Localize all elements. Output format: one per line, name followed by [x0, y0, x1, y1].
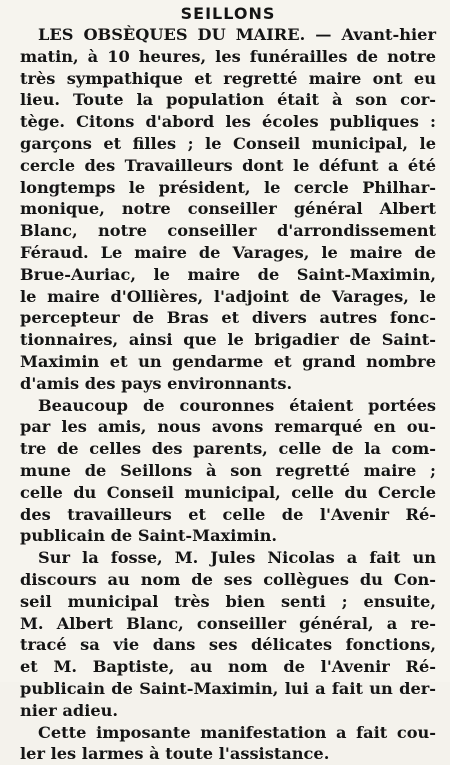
text-line: discours au nom de ses collègues du Con-	[20, 569, 436, 591]
text-line: garçons et filles ; le Conseil municipal, le	[20, 133, 436, 155]
text-line: cercle des Travailleurs dont le défunt a été	[20, 155, 436, 177]
text-line: Cette imposante manifestation a fait cou-	[20, 722, 436, 744]
paragraph-4	[20, 722, 436, 765]
text-line: des travailleurs et celle de l'Avenir Ré-	[20, 504, 436, 526]
text-line: Maximin et un gendarme et grand nombre	[20, 351, 436, 373]
paragraph-3	[20, 547, 436, 721]
text-line: seil municipal très bien senti ; ensuite,	[20, 591, 436, 613]
text-line: tège. Citons d'abord les écoles publiques :	[20, 111, 436, 133]
text-line: tracé sa vie dans ses délicates fonctions,	[20, 634, 436, 656]
text-line: ler les larmes à toute l'assistance.	[20, 743, 436, 765]
text-line: Brue-Auriac, le maire de Saint-Maximin,	[20, 264, 436, 286]
text-line: le maire d'Ollières, l'adjoint de Varages, le	[20, 286, 436, 308]
paragraph-2	[20, 395, 436, 548]
headline: SEILLONS	[20, 4, 436, 24]
text-line: Beaucoup de couronnes étaient portées	[20, 395, 436, 417]
text-line: Féraud. Le maire de Varages, le maire de	[20, 242, 436, 264]
text-line: Sur la fosse, M. Jules Nicolas a fait un	[20, 547, 436, 569]
text-line: d'amis des pays environnants.	[20, 373, 436, 395]
text-line: publicain de Saint-Maximin.	[20, 525, 436, 547]
text-line: mune de Seillons à son regretté maire ;	[20, 460, 436, 482]
text-line: LES OBSÈQUES DU MAIRE. — Avant-hier	[20, 24, 436, 46]
text-line: matin, à 10 heures, les funérailles de notre	[20, 46, 436, 68]
text-line: tre de celles des parents, celle de la com-	[20, 438, 436, 460]
text-line: et M. Baptiste, au nom de l'Avenir Ré-	[20, 656, 436, 678]
text-line: par les amis, nous avons remarqué en ou-	[20, 416, 436, 438]
text-line: M. Albert Blanc, conseiller général, a re-	[20, 613, 436, 635]
text-line: percepteur de Bras et divers autres fonc-	[20, 307, 436, 329]
paragraph-1	[20, 24, 436, 395]
text-line: monique, notre conseiller général Albert	[20, 198, 436, 220]
text-line: longtemps le président, le cercle Philhar-	[20, 177, 436, 199]
text-line: lieu. Toute la population était à son cor-	[20, 89, 436, 111]
text-line: nier adieu.	[20, 700, 436, 722]
text-line: publicain de Saint-Maximin, lui a fait un der-	[20, 678, 436, 700]
text-line: tionnaires, ainsi que le brigadier de Saint-	[20, 329, 436, 351]
text-line: celle du Conseil municipal, celle du Cercle	[20, 482, 436, 504]
text-line: très sympathique et regretté maire ont eu	[20, 68, 436, 90]
text-line: Blanc, notre conseiller d'arrondissement	[20, 220, 436, 242]
